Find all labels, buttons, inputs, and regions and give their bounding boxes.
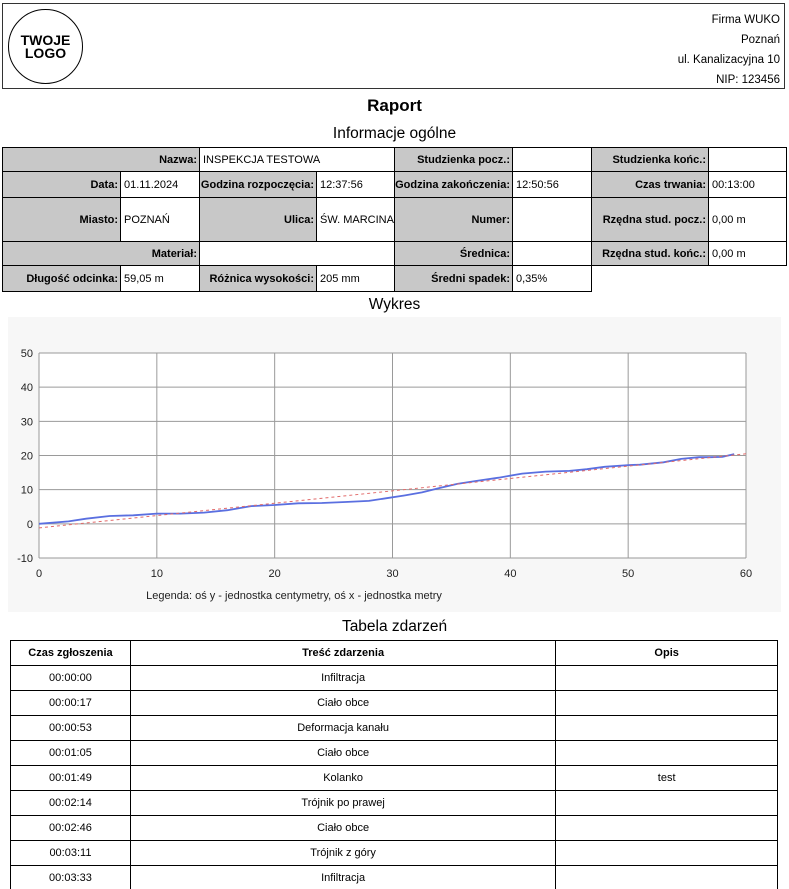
label-rzedna-pocz: Rzędna stud. pocz.: xyxy=(591,197,709,242)
y-tick-label: -10 xyxy=(17,553,33,565)
y-tick-label: 10 xyxy=(20,484,33,497)
y-tick-label: 0 xyxy=(26,518,33,531)
table-row xyxy=(11,741,778,766)
value-ulica: ŚW. MARCINA xyxy=(316,197,395,242)
event-description xyxy=(556,841,778,866)
event-time: 00:00:53 xyxy=(11,716,131,741)
event-content: Kolanko xyxy=(130,766,555,791)
table-row xyxy=(11,866,778,889)
event-content: Deformacja kanału xyxy=(130,716,555,741)
profile-chart xyxy=(8,317,781,612)
y-tick-label: 50 xyxy=(20,348,33,360)
event-description xyxy=(556,866,778,889)
x-tick-label: 30 xyxy=(386,568,399,580)
event-content: Ciało obce xyxy=(130,741,555,766)
company-info xyxy=(678,10,780,90)
event-content: Ciało obce xyxy=(130,691,555,716)
event-description xyxy=(556,791,778,816)
company-city: Poznań xyxy=(740,34,780,46)
report-header xyxy=(2,3,785,89)
value-rzedna-pocz: 0,00 m xyxy=(708,197,787,242)
events-body xyxy=(11,666,778,889)
event-time: 00:02:46 xyxy=(11,816,131,841)
event-time: 00:01:49 xyxy=(11,766,131,791)
table-row xyxy=(11,716,778,741)
table-row xyxy=(11,791,778,816)
label-godzina-rozpoczecia: Godzina rozpoczęcia: xyxy=(199,171,317,198)
event-description xyxy=(556,741,778,766)
value-numer xyxy=(512,197,592,242)
label-nazwa: Nazwa: xyxy=(2,147,200,172)
company-name: Firma WUKO xyxy=(711,14,780,26)
label-studzienka-pocz: Studzienka pocz.: xyxy=(394,147,513,172)
label-srednica: Średnica: xyxy=(394,241,513,266)
value-spadek: 0,35% xyxy=(512,265,592,292)
value-studzienka-pocz xyxy=(512,147,592,172)
label-roznica: Różnica wysokości: xyxy=(199,265,317,292)
table-row xyxy=(11,691,778,716)
chart-title: Wykres xyxy=(368,296,421,313)
table-row xyxy=(11,766,778,791)
value-roznica: 205 mm xyxy=(316,265,395,292)
table-row xyxy=(11,816,778,841)
label-czas-trwania: Czas trwania: xyxy=(591,171,709,198)
label-godzina-zakonczenia: Godzina zakończenia: xyxy=(394,171,513,198)
profile-chart-svg xyxy=(8,317,781,612)
company-nip: NIP: 123456 xyxy=(716,74,780,86)
value-godzina-zakonczenia: 12:50:56 xyxy=(512,171,592,198)
value-rzedna-konc: 0,00 m xyxy=(708,241,787,266)
table-row xyxy=(11,841,778,866)
value-data: 01.11.2024 xyxy=(120,171,200,198)
label-dlugosc: Długość odcinka: xyxy=(2,265,121,292)
event-time: 00:00:17 xyxy=(11,691,131,716)
event-content: Infiltracja xyxy=(130,866,555,889)
x-tick-label: 50 xyxy=(622,568,635,580)
event-content: Trójnik z góry xyxy=(130,841,555,866)
event-content: Infiltracja xyxy=(130,666,555,691)
company-street: ul. Kanalizacyjna 10 xyxy=(677,54,780,66)
table-row xyxy=(11,666,778,691)
event-description xyxy=(556,666,778,691)
event-description xyxy=(556,691,778,716)
event-time: 00:01:05 xyxy=(11,741,131,766)
header-opis: Opis xyxy=(556,641,778,666)
x-tick-label: 20 xyxy=(268,568,281,580)
event-time: 00:03:33 xyxy=(11,866,131,889)
value-godzina-rozpoczecia: 12:37:56 xyxy=(316,171,395,198)
x-tick-label: 40 xyxy=(504,568,517,580)
event-time: 00:00:00 xyxy=(11,666,131,691)
event-description xyxy=(556,716,778,741)
y-tick-label: 40 xyxy=(20,382,33,395)
x-tick-label: 10 xyxy=(150,568,163,580)
label-numer: Numer: xyxy=(394,197,513,242)
label-data: Data: xyxy=(2,171,121,198)
value-material xyxy=(199,241,395,266)
value-miasto: POZNAŃ xyxy=(120,197,200,242)
label-material: Materiał: xyxy=(2,241,200,266)
report-title: Raport xyxy=(367,96,422,115)
label-miasto: Miasto: xyxy=(2,197,121,242)
value-srednica xyxy=(512,241,592,266)
chart-legend: Legenda: oś y - jednostka centymetry, oś x - jednostka metry xyxy=(146,590,442,602)
label-rzedna-konc: Rzędna stud. końc.: xyxy=(591,241,709,266)
event-content: Ciało obce xyxy=(130,816,555,841)
general-info-title: Informacje ogólne xyxy=(332,125,457,142)
event-time: 00:02:14 xyxy=(11,791,131,816)
value-studzienka-konc xyxy=(708,147,787,172)
label-studzienka-konc: Studzienka końc.: xyxy=(591,147,709,172)
y-tick-label: 20 xyxy=(20,450,33,463)
events-title: Tabela zdarzeń xyxy=(341,618,448,635)
value-nazwa: INSPEKCJA TESTOWA xyxy=(199,147,395,172)
x-tick-label: 0 xyxy=(35,568,43,580)
event-time: 00:03:11 xyxy=(11,841,131,866)
events-table xyxy=(10,640,778,889)
event-description: test xyxy=(556,766,778,791)
value-czas-trwania: 00:13:00 xyxy=(708,171,787,198)
event-description xyxy=(556,816,778,841)
header-czas: Czas zgłoszenia xyxy=(11,641,131,666)
event-content: Trójnik po prawej xyxy=(130,791,555,816)
label-ulica: Ulica: xyxy=(199,197,317,242)
events-header-row xyxy=(11,641,778,666)
chart-grid xyxy=(39,353,746,558)
header-tresc: Treść zdarzenia xyxy=(130,641,555,666)
label-spadek: Średni spadek: xyxy=(394,265,513,292)
value-dlugosc: 59,05 m xyxy=(120,265,200,292)
y-tick-label: 30 xyxy=(20,416,33,429)
company-logo: TWOJE LOGO xyxy=(8,9,83,84)
x-tick-label: 60 xyxy=(739,568,753,580)
